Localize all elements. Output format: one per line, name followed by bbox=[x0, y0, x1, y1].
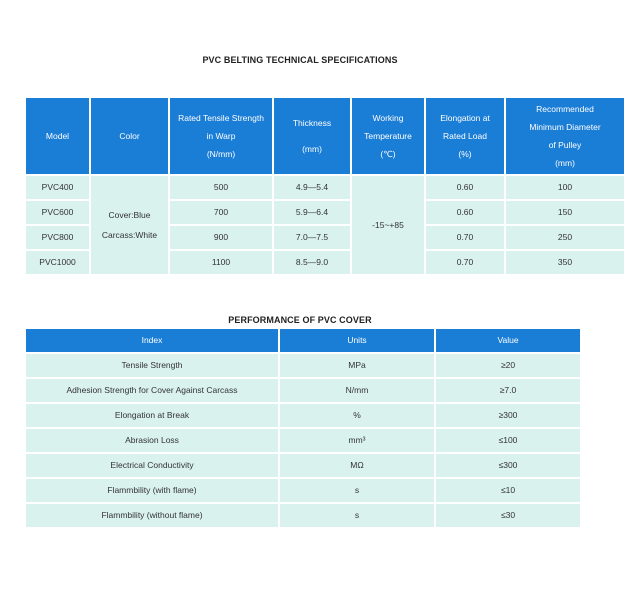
cell-tensile: 900 bbox=[169, 225, 273, 250]
perf-row bbox=[25, 403, 581, 428]
cell-index: Elongation at Break bbox=[25, 403, 279, 428]
cell-elongation: 0.70 bbox=[425, 225, 505, 250]
cell-index: Abrasion Loss bbox=[25, 428, 279, 453]
cell-color bbox=[90, 175, 169, 275]
header-thickness-line: Thickness bbox=[292, 118, 332, 128]
cell-tensile: 500 bbox=[169, 175, 273, 200]
perf-row bbox=[25, 453, 581, 478]
cell-model: PVC1000 bbox=[25, 250, 90, 275]
header-temperature bbox=[351, 97, 425, 175]
cell-value: ≥20 bbox=[435, 353, 581, 378]
header-elongation-line: (%) bbox=[458, 149, 472, 159]
header-tensile-line: (N/mm) bbox=[206, 149, 236, 159]
cell-units: MPa bbox=[279, 353, 435, 378]
cell-color-line: Carcass:White bbox=[101, 230, 158, 240]
cell-pulley: 250 bbox=[505, 225, 625, 250]
cell-model: PVC600 bbox=[25, 200, 90, 225]
perf-table bbox=[24, 327, 582, 529]
header-elongation bbox=[425, 97, 505, 175]
perf-row bbox=[25, 378, 581, 403]
header-pulley-line: Minimum Diameter bbox=[529, 122, 601, 132]
spec-header-row bbox=[25, 97, 625, 175]
cell-thickness: 7.0—7.5 bbox=[273, 225, 351, 250]
header-tensile-line: Rated Tensile Strength bbox=[178, 113, 264, 123]
cell-tensile: 700 bbox=[169, 200, 273, 225]
cell-elongation: 0.70 bbox=[425, 250, 505, 275]
cell-model: PVC800 bbox=[25, 225, 90, 250]
header-thickness-line: (mm) bbox=[302, 144, 322, 154]
header-pulley-line: of Pulley bbox=[548, 140, 582, 150]
cell-value: ≤30 bbox=[435, 503, 581, 528]
cell-index: Flammbility (with flame) bbox=[25, 478, 279, 503]
cell-value: ≤10 bbox=[435, 478, 581, 503]
cell-index: Flammbility (without flame) bbox=[25, 503, 279, 528]
perf-table-title: PERFORMANCE OF PVC COVER bbox=[228, 315, 372, 325]
perf-table-container bbox=[24, 327, 576, 547]
header-pulley-line: Recommended bbox=[536, 104, 594, 114]
cell-units: N/mm bbox=[279, 378, 435, 403]
header-temperature-line: Temperature bbox=[364, 131, 412, 141]
header-temperature-line: Working bbox=[372, 113, 404, 123]
spec-table-container bbox=[24, 96, 601, 284]
cell-thickness: 5.9—6.4 bbox=[273, 200, 351, 225]
cell-index: Electrical Conductivity bbox=[25, 453, 279, 478]
perf-header-row bbox=[25, 328, 581, 353]
header-elongation-line: Rated Load bbox=[443, 131, 487, 141]
cell-pulley: 100 bbox=[505, 175, 625, 200]
perf-row bbox=[25, 503, 581, 528]
spec-table-title: PVC BELTING TECHNICAL SPECIFICATIONS bbox=[202, 55, 398, 65]
cell-index: Adhesion Strength for Cover Against Carcass bbox=[25, 378, 279, 403]
cell-temperature: -15~+85 bbox=[351, 175, 425, 275]
cell-value: ≤100 bbox=[435, 428, 581, 453]
cell-index: Tensile Strength bbox=[25, 353, 279, 378]
cell-elongation: 0.60 bbox=[425, 175, 505, 200]
spec-table bbox=[24, 96, 626, 276]
header-tensile-line: in Warp bbox=[206, 131, 236, 141]
cell-pulley: 350 bbox=[505, 250, 625, 275]
cell-value: ≥300 bbox=[435, 403, 581, 428]
header-pulley bbox=[505, 97, 625, 175]
header-units: Units bbox=[279, 328, 435, 353]
cell-units: % bbox=[279, 403, 435, 428]
perf-row bbox=[25, 353, 581, 378]
cell-units: s bbox=[279, 503, 435, 528]
cell-units: MΩ bbox=[279, 453, 435, 478]
header-thickness bbox=[273, 97, 351, 175]
cell-pulley: 150 bbox=[505, 200, 625, 225]
cell-model: PVC400 bbox=[25, 175, 90, 200]
header-color: Color bbox=[90, 97, 169, 175]
header-pulley-line: (mm) bbox=[555, 158, 575, 168]
spec-row bbox=[25, 175, 625, 200]
header-temperature-line: (℃) bbox=[380, 149, 396, 159]
cell-value: ≥7.0 bbox=[435, 378, 581, 403]
cell-thickness: 4.9—5.4 bbox=[273, 175, 351, 200]
header-model: Model bbox=[25, 97, 90, 175]
header-elongation-line: Elongation at bbox=[440, 113, 490, 123]
cell-color-line: Cover:Blue bbox=[108, 210, 151, 220]
cell-thickness: 8.5—9.0 bbox=[273, 250, 351, 275]
cell-units: s bbox=[279, 478, 435, 503]
cell-units: mm³ bbox=[279, 428, 435, 453]
cell-value: ≤300 bbox=[435, 453, 581, 478]
header-index: Index bbox=[25, 328, 279, 353]
header-value: Value bbox=[435, 328, 581, 353]
perf-row bbox=[25, 478, 581, 503]
cell-tensile: 1100 bbox=[169, 250, 273, 275]
perf-row bbox=[25, 428, 581, 453]
cell-elongation: 0.60 bbox=[425, 200, 505, 225]
header-tensile bbox=[169, 97, 273, 175]
